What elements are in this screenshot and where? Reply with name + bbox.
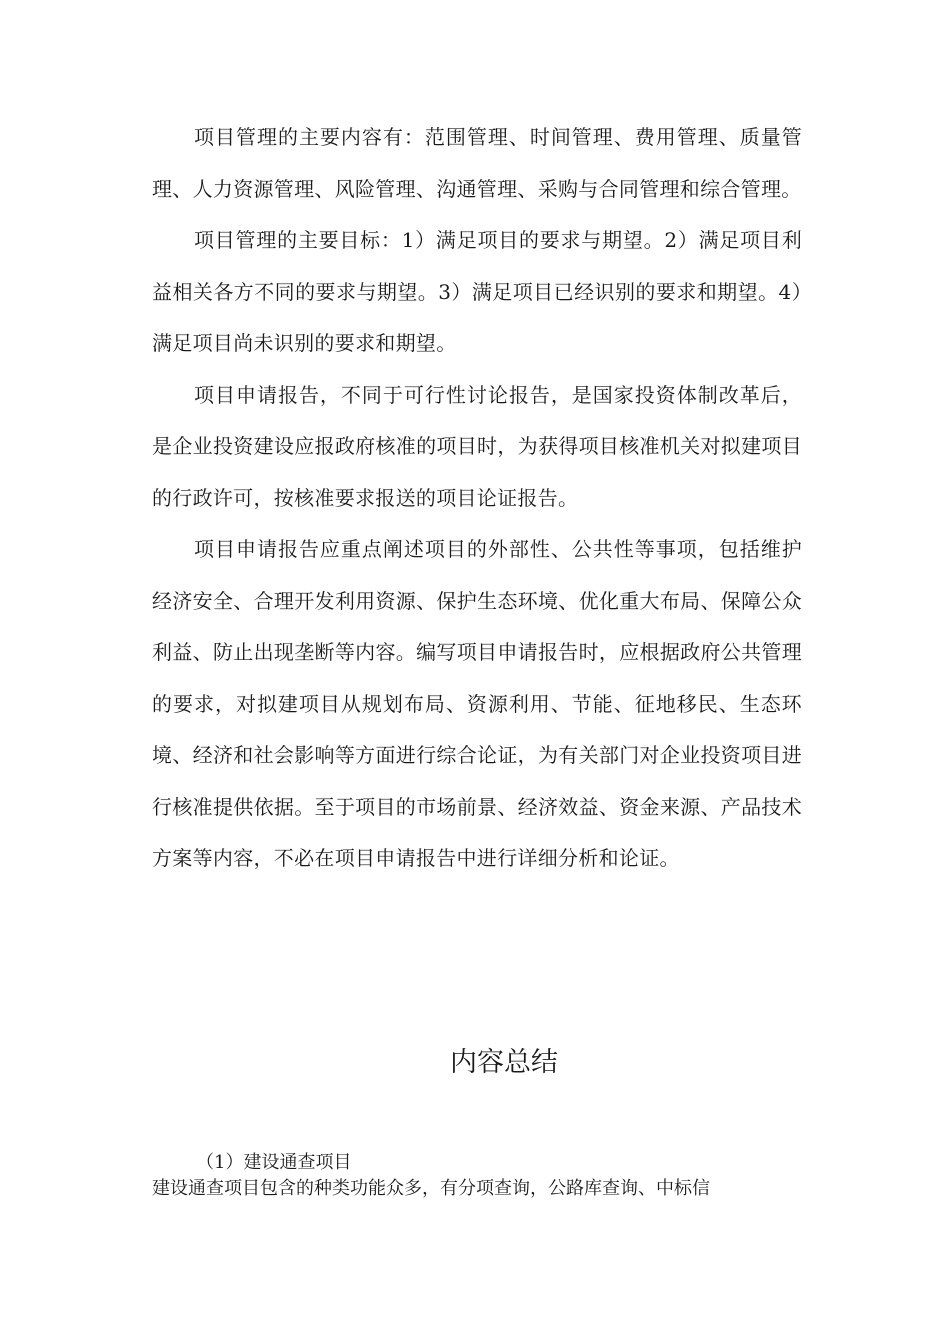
summary-item-title: （1）建设通查项目 — [196, 1152, 352, 1173]
summary-item-text: 建设通查项目包含的种类功能众多，有分项查询，公路库查询、中标信 — [152, 1178, 710, 1199]
body-text — [152, 112, 802, 885]
paragraph-report-focus: 项目申请报告应重点阐述项目的外部性、公共性等事项，包括维护经济安全、合理开发利用资源、保护生态环境、优化重大布局、保障公众利益、防止出现垄断等内容。编写项目申请报告时，应根据政府公共管理的要求，对拟建项目从规划布局、资源利用、节能、征地移民、生态环境、经济和社会影响等方面进行综合论证，为有关部门对企业投资项目进行核准提供依据。至于项目的市场前景、经济效益、资金来源、产品技术方案等内容，不必在项目申请报告中进行详细分析和论证。 — [152, 537, 802, 870]
summary-heading: 内容总结 — [450, 1047, 558, 1078]
paragraph-application-report: 项目申请报告，不同于可行性讨论报告，是国家投资体制改革后，是企业投资建设应报政府核准的项目时，为获得项目核准机关对拟建项目的行政许可，按核准要求报送的项目论证报告。 — [152, 382, 802, 510]
paragraph-management-content: 项目管理的主要内容有：范围管理、时间管理、费用管理、质量管理、人力资源管理、风险管理、沟通管理、采购与合同管理和综合管理。 — [152, 125, 802, 201]
paragraph-management-goals: 项目管理的主要目标：1）满足项目的要求与期望。2）满足项目利益相关各方不同的要求与期望。3）满足项目已经识别的要求和期望。4）满足项目尚未识别的要求和期望。 — [152, 228, 802, 355]
